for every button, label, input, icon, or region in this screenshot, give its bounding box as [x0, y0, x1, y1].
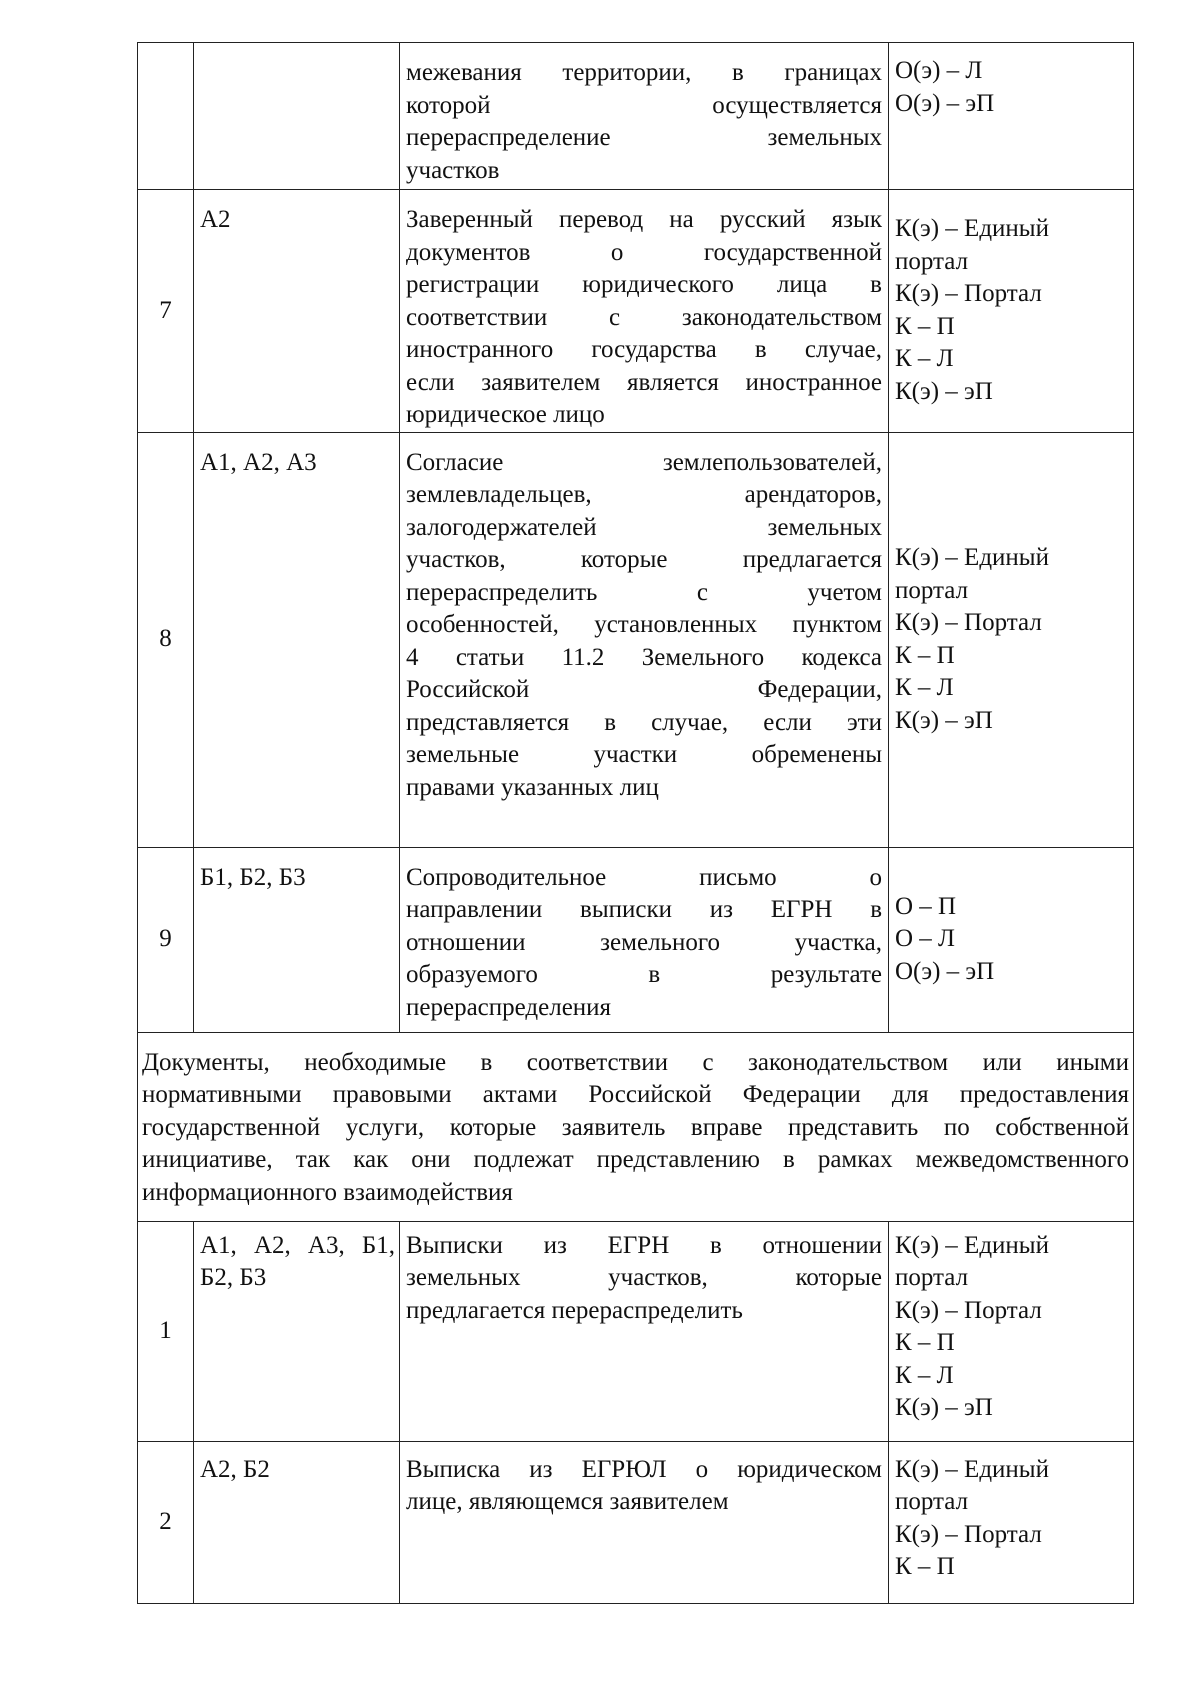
table-row [138, 1221, 1134, 1441]
row-number: 2 [138, 1441, 194, 1603]
submission-methods: О – П О – Л О(э) – эП [889, 847, 1134, 1032]
table-row [138, 43, 1134, 190]
submission-methods: К(э) – Единый портал К(э) – Портал К – П К – Л К(э) – эП [889, 432, 1134, 847]
applicant-categories: Б1, Б2, Б3 [194, 847, 400, 1032]
table-row [138, 847, 1134, 1032]
document-description: Сопроводительное письмо о направлении выписки из ЕГРН в отношении земельного участка, образуемого в результате перераспределения [400, 847, 889, 1032]
document-description: Заверенный перевод на русский язык документов о государственной регистрации юридического лица в соответствии с законодательством иностранного государства в случае, если заявителем является иностранное юридическое лицо [400, 190, 889, 433]
row-number: 8 [138, 432, 194, 847]
document-description: Согласие землепользователей, землевладельцев, арендаторов, залогодержателей земельных участков, которые предлагается перераспределить с учетом особенностей, установленных пунктом 4 статьи 11.2 Земельного кодекса Российской Федерации, представляется в случае, если эти земельные участки обременены правами указанных лиц [400, 432, 889, 847]
row-number: 9 [138, 847, 194, 1032]
table-row [138, 1441, 1134, 1603]
documents-table [137, 42, 1134, 1604]
table-row [138, 432, 1134, 847]
row-number: 1 [138, 1221, 194, 1441]
applicant-categories [194, 43, 400, 190]
submission-methods: О(э) – Л О(э) – эП [889, 43, 1134, 190]
submission-methods: К(э) – Единый портал К(э) – Портал К – П К – Л К(э) – эП [889, 1221, 1134, 1441]
submission-methods: К(э) – Единый портал К(э) – Портал К – П [889, 1441, 1134, 1603]
applicant-categories: А2 [194, 190, 400, 433]
section-heading-row [138, 1032, 1134, 1221]
document-description: межевания территории, в границах которой осуществляется перераспределение земельных участков [400, 43, 889, 190]
document-description: Выписка из ЕГРЮЛ о юридическом лице, являющемся заявителем [400, 1441, 889, 1603]
applicant-categories: А1, А2, А3 [194, 432, 400, 847]
section-heading: Документы, необходимые в соответствии с законодательством или иными нормативными правовыми актами Российской Федерации для предоставления государственной услуги, которые заявитель вправе представить по собственной инициативе, так как они подлежат представлению в рамках межведомственного информационного взаимодействия [138, 1032, 1134, 1221]
table-row [138, 190, 1134, 433]
applicant-categories: А2, Б2 [194, 1441, 400, 1603]
row-number [138, 43, 194, 190]
document-description: Выписки из ЕГРН в отношении земельных участков, которые предлагается перераспределить [400, 1221, 889, 1441]
applicant-categories: А1, А2, А3, Б1, Б2, Б3 [194, 1221, 400, 1441]
row-number: 7 [138, 190, 194, 433]
submission-methods: К(э) – Единый портал К(э) – Портал К – П К – Л К(э) – эП [889, 190, 1134, 433]
